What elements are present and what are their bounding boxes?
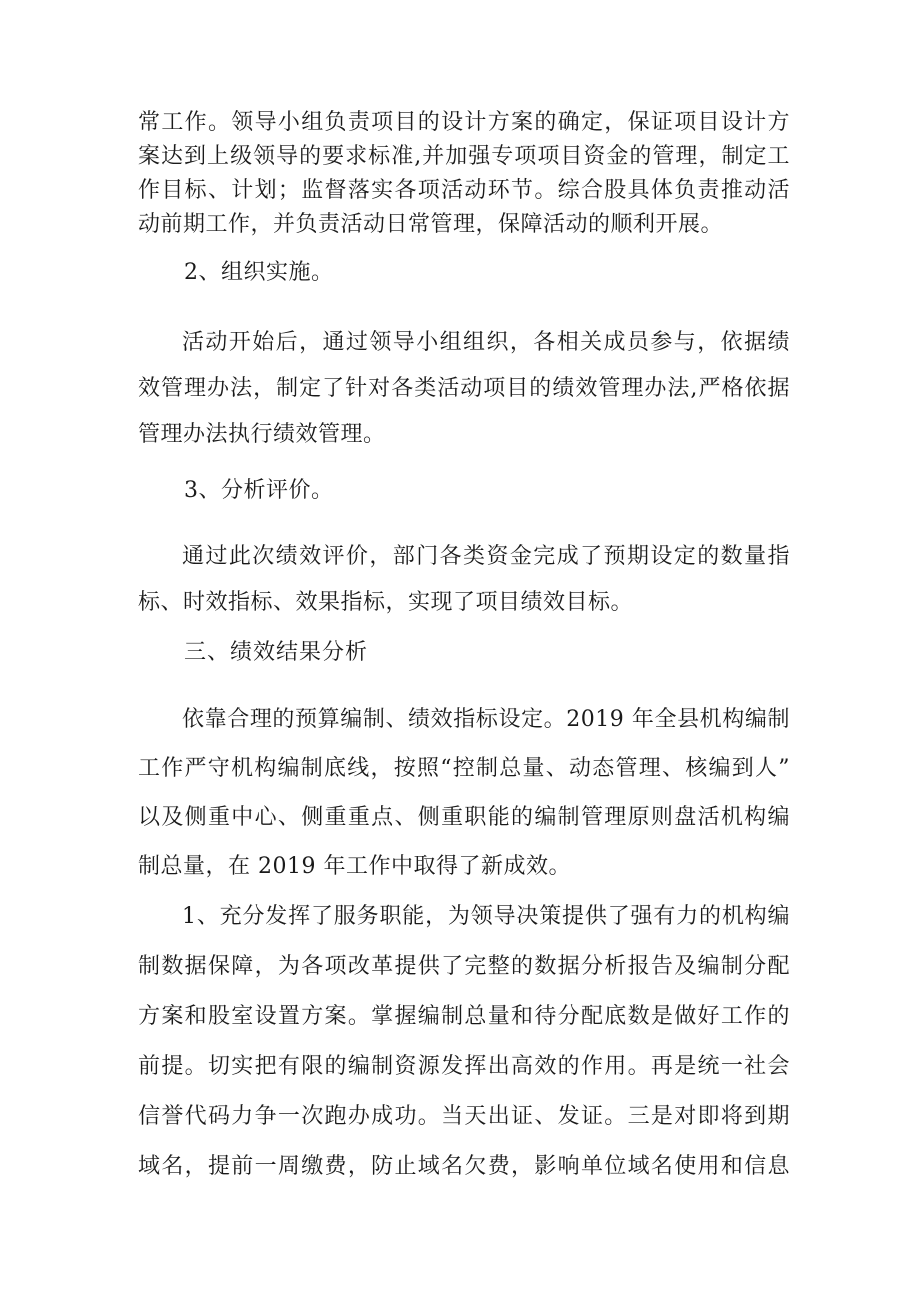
text-line: 案达到上级领导的要求标准,并加强专项项目资金的管理，制定工 xyxy=(138,144,790,169)
paragraph-evaluate xyxy=(138,540,790,620)
item-3-title: 3、分析评价。 xyxy=(184,478,334,503)
text-line: 常工作。领导小组负责项目的设计方案的确定，保证项目设计方 xyxy=(138,110,790,135)
section-heading: 三、绩效结果分析 xyxy=(184,640,369,665)
paragraph-service xyxy=(138,900,790,1184)
text-line: 1、充分发挥了服务职能，为领导决策提供了强有力的机构编 xyxy=(182,904,790,929)
text-line: 制数据保障，为各项改革提供了完整的数据分析报告及编制分配 xyxy=(138,954,790,979)
text-line: 域名，提前一周缴费，防止域名欠费，影响单位域名使用和信息 xyxy=(138,1154,790,1179)
text-line: 工作严守机构编制底线，按照“控制总量、动态管理、核编到人” xyxy=(138,756,790,781)
text-line: 信誉代码力争一次跑办成功。当天出证、发证。三是对即将到期 xyxy=(138,1104,790,1129)
text-line: 通过此次绩效评价，部门各类资金完成了预期设定的数量指 xyxy=(182,544,790,569)
text-line: 动前期工作，并负责活动日常管理，保障活动的顺利开展。 xyxy=(138,212,724,237)
paragraph-results xyxy=(138,703,790,884)
text-line: 作目标、计划；监督落实各项活动环节。综合股具体负责推动活 xyxy=(138,178,790,203)
text-line: 以及侧重中心、侧重重点、侧重职能的编制管理原则盘活机构编 xyxy=(138,805,790,830)
item-2-title: 2、组织实施。 xyxy=(184,260,334,285)
text-line: 方案和股室设置方案。掌握编制总量和待分配底数是做好工作的 xyxy=(138,1004,790,1029)
text-line: 活动开始后，通过领导小组组织，各相关成员参与，依据绩 xyxy=(182,330,790,355)
text-line: 前提。切实把有限的编制资源发挥出高效的作用。再是统一社会 xyxy=(138,1054,790,1079)
text-line: 效管理办法，制定了针对各类活动项目的绩效管理办法,严格依据 xyxy=(138,376,790,401)
text-line: 依靠合理的预算编制、绩效指标设定。2019 年全县机构编制 xyxy=(182,707,790,732)
text-line: 管理办法执行绩效管理。 xyxy=(138,422,386,447)
text-line: 制总量，在 2019 年工作中取得了新成效。 xyxy=(138,854,571,879)
paragraph-intro xyxy=(138,106,790,242)
text-line: 标、时效指标、效果指标，实现了项目绩效目标。 xyxy=(138,590,634,615)
paragraph-implement xyxy=(138,326,790,452)
